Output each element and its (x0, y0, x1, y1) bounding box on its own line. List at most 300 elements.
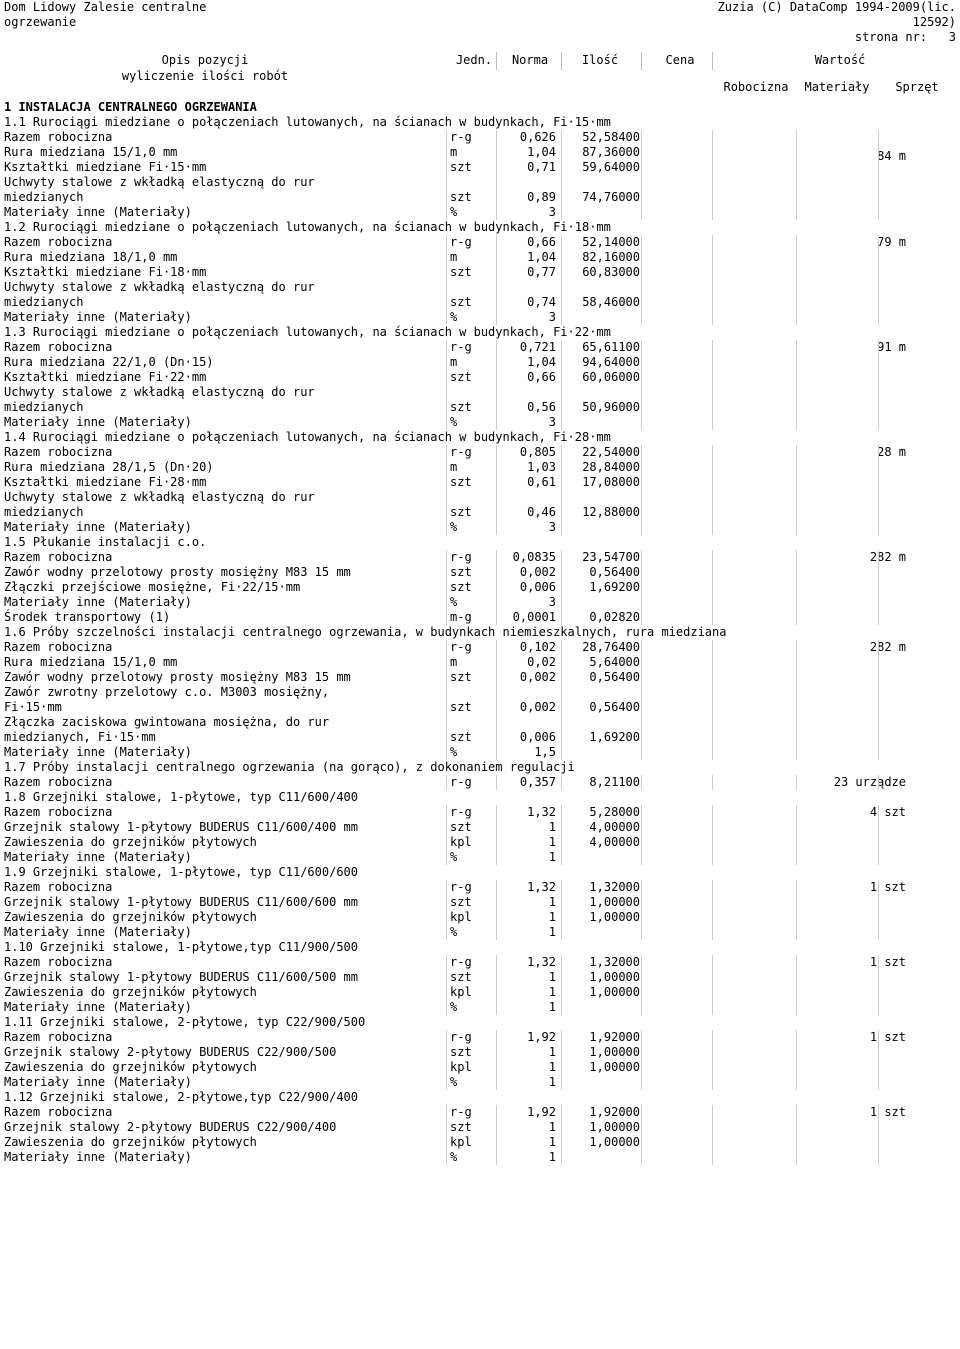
item-quantity: 0,56400 (589, 670, 640, 684)
table-row (0, 310, 960, 325)
grid-line (496, 895, 497, 910)
item-description: Materiały inne (Materiały) (4, 310, 192, 324)
cost-table (0, 100, 960, 1165)
item-quantity: 0,02820 (589, 610, 640, 624)
table-row (0, 505, 960, 520)
item-quantity: 74,76000 (582, 190, 640, 204)
item-quantity (560, 685, 640, 700)
grid-line (712, 385, 713, 400)
item-description: 1.12 Grzejniki stalowe, 2-płytowe,typ C22/900/400 (4, 1090, 359, 1104)
grid-line (446, 280, 447, 295)
grid-line (796, 1105, 797, 1120)
grid-line (446, 520, 447, 535)
grid-line (712, 730, 713, 745)
grid-line (446, 640, 447, 655)
item-description: Rura miedziana 22/1,0 (Dn·15) (4, 355, 214, 369)
grid-line (641, 550, 642, 565)
grid-line (446, 1135, 447, 1150)
grid-line (796, 670, 797, 685)
grid-line (496, 145, 497, 160)
item-unit: kpl (450, 910, 472, 924)
software-credit: Zuzia (C) DataComp 1994-2009(lic. (717, 0, 956, 14)
item-description: Zawieszenia do grzejników płytowych (4, 835, 257, 849)
item-unit: szt (450, 190, 472, 204)
item-description: Kształtki miedziane Fi·28·mm (4, 475, 207, 489)
grid-line (496, 1030, 497, 1045)
grid-line (796, 640, 797, 655)
grid-line (446, 370, 447, 385)
item-unit: m (450, 460, 458, 474)
item-description: 1.5 Płukanie instalacji c.o. (4, 535, 207, 549)
item-description: 1.3 Rurociągi miedziane o połączeniach lutowanych, na ścianach w budynkach, Fi·22·mm (4, 325, 611, 339)
grid-line (796, 970, 797, 985)
grid-line (496, 595, 497, 610)
grid-line (496, 445, 497, 460)
grid-line (878, 910, 879, 925)
grid-line (446, 160, 447, 175)
table-row (0, 580, 960, 595)
grid-line (446, 505, 447, 520)
item-norm: 1 (548, 1000, 556, 1014)
item-description: miedzianych, Fi·15·mm (4, 730, 156, 744)
grid-line (712, 700, 713, 715)
position-quantity: 1 szt (869, 880, 906, 894)
grid-line (796, 850, 797, 865)
grid-line (796, 1135, 797, 1150)
grid-line (712, 715, 713, 730)
item-description: Rura miedziana 18/1,0 mm (4, 250, 178, 264)
item-unit: szt (450, 295, 472, 309)
grid-line (446, 850, 447, 865)
item-quantity: 1,00000 (589, 1045, 640, 1059)
grid-line (641, 565, 642, 580)
col-norm-header: Norma (511, 53, 549, 67)
grid-line (796, 835, 797, 850)
grid-line (641, 295, 642, 310)
grid-line (641, 1105, 642, 1120)
grid-line (796, 820, 797, 835)
col-desc-header (60, 52, 350, 84)
grid-line (878, 670, 879, 685)
item-norm: 1,92 (527, 1105, 556, 1119)
grid-line (641, 910, 642, 925)
item-unit: szt (450, 475, 472, 489)
grid-line (796, 235, 797, 250)
grid-line (496, 835, 497, 850)
grid-line (878, 1075, 879, 1090)
item-norm: 3 (548, 205, 556, 219)
col-divider (496, 52, 497, 70)
grid-line (712, 145, 713, 160)
grid-line (712, 1150, 713, 1165)
grid-line (878, 400, 879, 415)
item-unit: kpl (450, 835, 472, 849)
grid-line (712, 970, 713, 985)
item-norm (500, 280, 556, 295)
grid-line (496, 505, 497, 520)
item-norm: 0,0001 (512, 610, 556, 624)
position-quantity: 79 m (877, 235, 906, 249)
grid-line (496, 985, 497, 1000)
item-unit: szt (450, 505, 472, 519)
item-unit: r-g (450, 235, 472, 249)
item-description: Razem robocizna (4, 1030, 113, 1044)
grid-line (446, 745, 447, 760)
table-row (0, 880, 960, 895)
table-row (0, 640, 960, 655)
grid-line (712, 175, 713, 190)
grid-line (712, 1000, 713, 1015)
item-norm: 1 (548, 850, 556, 864)
grid-line (796, 775, 797, 790)
grid-line (796, 415, 797, 430)
grid-line (712, 1120, 713, 1135)
table-row (0, 610, 960, 625)
item-quantity: 1,92000 (589, 1105, 640, 1119)
table-row (0, 670, 960, 685)
grid-line (712, 910, 713, 925)
grid-line (496, 355, 497, 370)
grid-line (446, 700, 447, 715)
item-norm: 1 (548, 970, 556, 984)
grid-line (712, 445, 713, 460)
grid-line (796, 490, 797, 505)
item-quantity: 1,00000 (589, 985, 640, 999)
grid-line (796, 805, 797, 820)
item-quantity: 52,14000 (582, 235, 640, 249)
table-row (0, 190, 960, 205)
table-row (0, 1105, 960, 1120)
item-unit: szt (450, 580, 472, 594)
item-quantity (560, 850, 640, 865)
item-unit: m-g (450, 610, 472, 624)
grid-line (446, 310, 447, 325)
item-quantity: 0,56400 (589, 565, 640, 579)
grid-line (641, 670, 642, 685)
item-quantity: 60,83000 (582, 265, 640, 279)
item-unit: % (450, 1150, 458, 1164)
grid-line (496, 685, 497, 700)
position-quantity: 1 szt (869, 955, 906, 969)
item-norm: 1 (548, 910, 556, 924)
table-row (0, 850, 960, 865)
grid-line (878, 595, 879, 610)
position-quantity: 282 m (869, 550, 906, 564)
grid-line (496, 970, 497, 985)
grid-line (712, 880, 713, 895)
item-description: 1.4 Rurociągi miedziane o połączeniach lutowanych, na ścianach w budynkach, Fi·28·mm (4, 430, 611, 444)
item-unit: % (450, 1075, 458, 1089)
item-description: Złączka zaciskowa gwintowana mosiężna, do rur (4, 715, 330, 729)
item-norm: 1 (548, 1120, 556, 1134)
item-norm: 0,89 (527, 190, 556, 204)
item-quantity (560, 1000, 640, 1015)
grid-line (496, 1120, 497, 1135)
grid-line (712, 205, 713, 220)
item-unit: r-g (450, 130, 472, 144)
item-unit: r-g (450, 550, 472, 564)
grid-line (641, 700, 642, 715)
grid-line (712, 550, 713, 565)
grid-line (878, 490, 879, 505)
grid-line (496, 340, 497, 355)
item-quantity (560, 1075, 640, 1090)
grid-line (712, 400, 713, 415)
grid-line (712, 565, 713, 580)
item-description: 1.8 Grzejniki stalowe, 1-płytowe, typ C11/600/400 (4, 790, 359, 804)
table-row (0, 490, 960, 505)
grid-line (641, 250, 642, 265)
item-description: Grzejnik stalowy 2-płytowy BUDERUS C22/900/500 (4, 1045, 337, 1059)
item-unit: r-g (450, 805, 472, 819)
grid-line (796, 895, 797, 910)
grid-line (446, 970, 447, 985)
item-norm: 1 (548, 1045, 556, 1059)
item-norm: 1 (548, 985, 556, 999)
grid-line (878, 730, 879, 745)
grid-line (446, 955, 447, 970)
item-norm: 3 (548, 310, 556, 324)
item-norm: 0,721 (519, 340, 556, 354)
item-norm: 0,66 (527, 235, 556, 249)
grid-line (641, 850, 642, 865)
item-unit: r-g (450, 880, 472, 894)
item-description: Środek transportowy (1) (4, 610, 171, 624)
grid-line (878, 505, 879, 520)
grid-line (712, 685, 713, 700)
table-row (0, 1135, 960, 1150)
grid-line (712, 595, 713, 610)
item-unit: % (450, 310, 458, 324)
grid-line (446, 1030, 447, 1045)
grid-line (641, 835, 642, 850)
item-description: Materiały inne (Materiały) (4, 1150, 192, 1164)
item-norm: 3 (548, 415, 556, 429)
table-row (0, 1075, 960, 1090)
grid-line (878, 280, 879, 295)
grid-line (878, 205, 879, 220)
grid-line (796, 475, 797, 490)
item-unit: r-g (450, 445, 472, 459)
license-number: 12592) (912, 15, 956, 29)
item-norm: 0,002 (519, 670, 556, 684)
item-norm: 1,32 (527, 955, 556, 969)
grid-line (878, 1120, 879, 1135)
grid-line (641, 415, 642, 430)
col-divider (641, 52, 642, 70)
item-norm (500, 175, 556, 190)
grid-line (496, 1045, 497, 1060)
col-divider (712, 52, 713, 70)
item-norm (500, 715, 556, 730)
grid-line (878, 145, 879, 160)
grid-line (446, 775, 447, 790)
item-quantity (560, 205, 640, 220)
grid-line (878, 190, 879, 205)
grid-line (496, 955, 497, 970)
item-norm: 0,102 (519, 640, 556, 654)
grid-line (796, 730, 797, 745)
grid-line (712, 955, 713, 970)
grid-line (496, 820, 497, 835)
item-description: Materiały inne (Materiały) (4, 520, 192, 534)
item-unit: % (450, 415, 458, 429)
grid-line (796, 505, 797, 520)
grid-line (446, 610, 447, 625)
table-row (0, 715, 960, 730)
grid-line (878, 820, 879, 835)
item-norm: 3 (548, 595, 556, 609)
item-norm: 0,002 (519, 565, 556, 579)
grid-line (641, 475, 642, 490)
item-unit: % (450, 745, 458, 759)
grid-line (641, 520, 642, 535)
grid-line (446, 250, 447, 265)
grid-line (878, 565, 879, 580)
table-row (0, 745, 960, 760)
item-norm: 0,002 (519, 700, 556, 714)
grid-line (712, 820, 713, 835)
grid-line (796, 310, 797, 325)
item-norm: 1 (548, 835, 556, 849)
grid-line (496, 400, 497, 415)
grid-line (496, 280, 497, 295)
grid-line (712, 895, 713, 910)
table-row (0, 520, 960, 535)
item-quantity: 1,00000 (589, 895, 640, 909)
grid-line (496, 190, 497, 205)
item-unit: % (450, 925, 458, 939)
item-norm: 1 (548, 895, 556, 909)
table-row (0, 1060, 960, 1075)
grid-line (446, 400, 447, 415)
col-materials-header: Materiały (804, 80, 870, 94)
table-row (0, 400, 960, 415)
column-headers (0, 52, 960, 100)
grid-line (446, 730, 447, 745)
item-description: Zawór wodny przelotowy prosty mosiężny M83 15 mm (4, 565, 351, 579)
item-quantity (560, 520, 640, 535)
item-unit: szt (450, 160, 472, 174)
grid-line (878, 715, 879, 730)
item-norm: 0,66 (527, 370, 556, 384)
item-norm (500, 385, 556, 400)
grid-line (712, 1075, 713, 1090)
item-description: Razem robocizna (4, 445, 113, 459)
grid-line (712, 1060, 713, 1075)
grid-line (446, 130, 447, 145)
table-row (0, 910, 960, 925)
item-description: Razem robocizna (4, 130, 113, 144)
item-norm: 3 (548, 520, 556, 534)
grid-line (496, 850, 497, 865)
grid-line (641, 1075, 642, 1090)
table-row (0, 835, 960, 850)
table-row (0, 820, 960, 835)
item-norm: 1 (548, 1150, 556, 1164)
grid-line (796, 550, 797, 565)
item-quantity: 1,00000 (589, 970, 640, 984)
item-norm: 0,56 (527, 400, 556, 414)
position-quantity: 23 urządze (833, 775, 906, 789)
item-norm: 0,626 (519, 130, 556, 144)
item-unit: kpl (450, 1060, 472, 1074)
grid-line (496, 610, 497, 625)
item-description: Fi·15·mm (4, 700, 62, 714)
table-row (0, 730, 960, 745)
grid-line (641, 640, 642, 655)
grid-line (796, 700, 797, 715)
grid-line (446, 1105, 447, 1120)
grid-line (496, 580, 497, 595)
grid-line (712, 520, 713, 535)
grid-line (446, 445, 447, 460)
item-description: Razem robocizna (4, 550, 113, 564)
grid-line (496, 880, 497, 895)
project-title: Dom Lidowy Zalesie centralne (4, 0, 207, 14)
grid-line (796, 1150, 797, 1165)
grid-line (446, 490, 447, 505)
col-unit-header: Jedn. (455, 53, 493, 67)
grid-line (878, 265, 879, 280)
item-quantity (560, 175, 640, 190)
grid-line (712, 280, 713, 295)
grid-line (796, 1000, 797, 1015)
grid-line (496, 295, 497, 310)
grid-line (641, 1150, 642, 1165)
grid-line (796, 400, 797, 415)
grid-line (712, 475, 713, 490)
grid-line (496, 235, 497, 250)
item-description: miedzianych (4, 505, 84, 519)
table-row (0, 970, 960, 985)
table-row (0, 415, 960, 430)
grid-line (878, 895, 879, 910)
page-number: strona nr: 3 (854, 30, 956, 44)
grid-line (496, 700, 497, 715)
item-quantity: 1,00000 (589, 1135, 640, 1149)
item-quantity: 5,64000 (589, 655, 640, 669)
item-norm: 1,04 (527, 145, 556, 159)
item-norm: 0,805 (519, 445, 556, 459)
grid-line (496, 745, 497, 760)
item-quantity: 5,28000 (589, 805, 640, 819)
item-unit: r-g (450, 955, 472, 969)
grid-line (496, 385, 497, 400)
grid-line (496, 250, 497, 265)
item-norm: 1,03 (527, 460, 556, 474)
grid-line (446, 685, 447, 700)
grid-line (496, 1135, 497, 1150)
item-unit: szt (450, 730, 472, 744)
grid-line (641, 340, 642, 355)
item-description: Materiały inne (Materiały) (4, 850, 192, 864)
item-quantity: 4,00000 (589, 835, 640, 849)
grid-line (496, 520, 497, 535)
grid-line (446, 205, 447, 220)
grid-line (641, 730, 642, 745)
grid-line (641, 985, 642, 1000)
grid-line (796, 715, 797, 730)
grid-line (496, 415, 497, 430)
item-unit: szt (450, 265, 472, 279)
item-unit: szt (450, 820, 472, 834)
grid-line (796, 610, 797, 625)
table-row (0, 1000, 960, 1015)
grid-line (712, 745, 713, 760)
item-quantity (560, 1150, 640, 1165)
col-desc-label: Opis pozycji (161, 53, 249, 67)
